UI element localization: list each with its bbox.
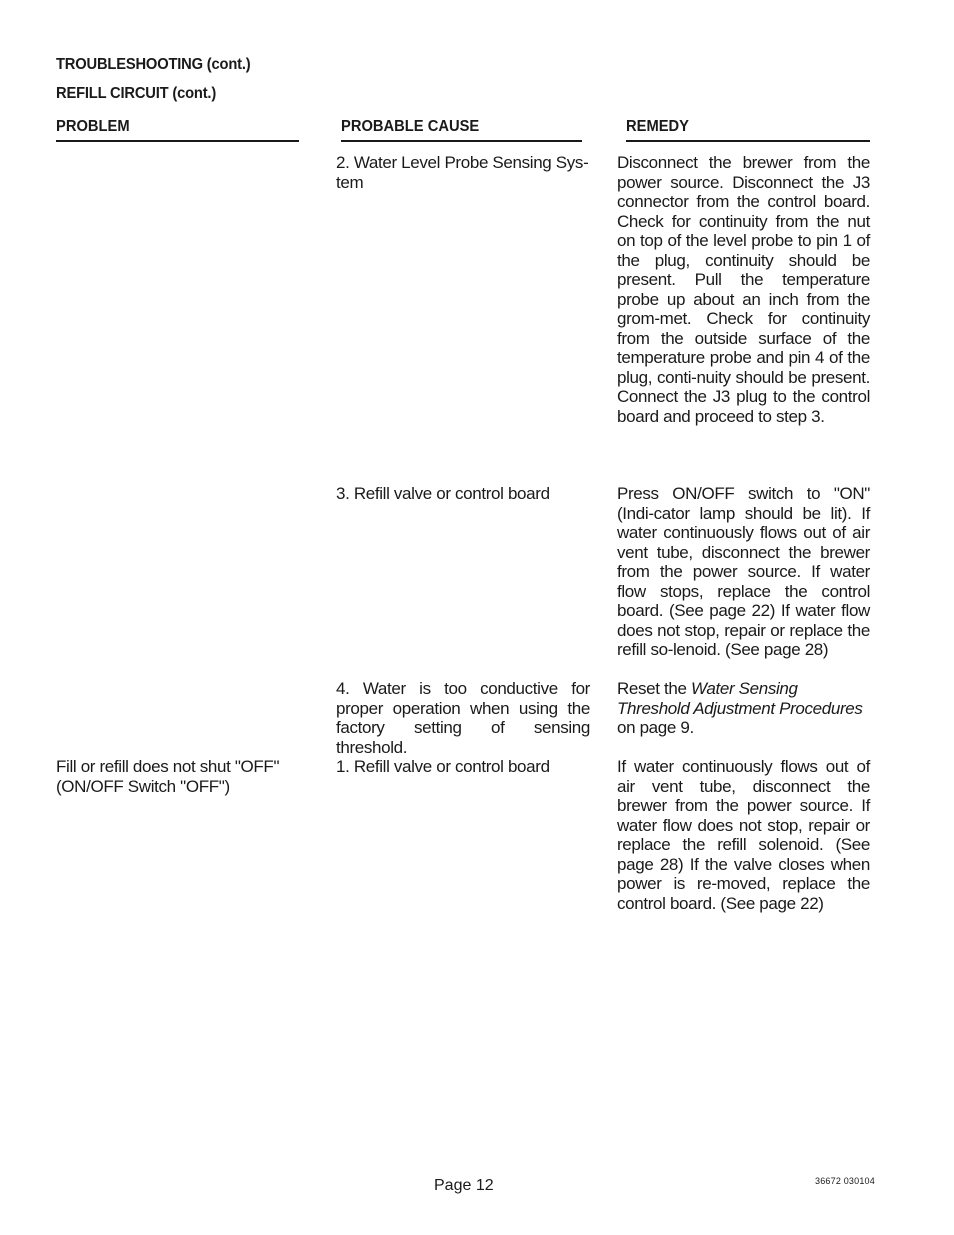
row-3-cause: 4. Water is too conductive for proper operation when using the factory setting of sensing threshold.	[336, 679, 590, 757]
row-2-cause: 3. Refill valve or control board	[336, 484, 550, 503]
section-heading: TROUBLESHOOTING (cont.)	[56, 56, 251, 73]
row-2-remedy: Press ON/OFF switch to "ON" (Indi-cator lamp should be lit). If water continuously flows out of air vent tube, disconnect the brewer from the power source. If water flow stops, replace the control board. (See page 22) If water flow does not stop, repair or replace the refill so-lenoid. (See page 28)	[617, 484, 870, 659]
column-header-remedy: REMEDY	[626, 118, 870, 142]
document-number: 36672 030104	[815, 1176, 875, 1186]
row-1-remedy: Disconnect the brewer from the power source. Disconnect the J3 connector from the control board. Check for continuity from the nut on top of the level probe to pin 1 of the plug, continuity should be present. Pull the temperature probe up about an inch from the grom-met. Check for continuity from the outside surface of the temperature probe and pin 4 of the plug, conti-nuity should be present. Connect the J3 plug to the control board and proceed to step 3.	[617, 153, 870, 426]
row-4-problem: Fill or refill does not shut "OFF" (ON/OFF Switch "OFF")	[56, 757, 280, 796]
row-3-remedy: Reset the Water Sensing Threshold Adjustment Procedures on page 9.	[617, 679, 863, 737]
subsection-heading: REFILL CIRCUIT (cont.)	[56, 85, 217, 102]
procedure-reference: Water Sensing Threshold Adjustment Procedures	[617, 679, 863, 718]
row-4-remedy: If water continuously flows out of air vent tube, disconnect the brewer from the power source. If water flow does not stop, repair or replace the refill solenoid. (See page 28) If the valve closes when power is re-moved, replace the control board. (See page 22)	[617, 757, 870, 913]
row-4-cause: 1. Refill valve or control board	[336, 757, 550, 776]
page-number: Page 12	[434, 1177, 494, 1194]
column-header-problem: PROBLEM	[56, 118, 299, 142]
row-1-cause: 2. Water Level Probe Sensing Sys- tem	[336, 153, 589, 192]
column-header-cause: PROBABLE CAUSE	[341, 118, 582, 142]
